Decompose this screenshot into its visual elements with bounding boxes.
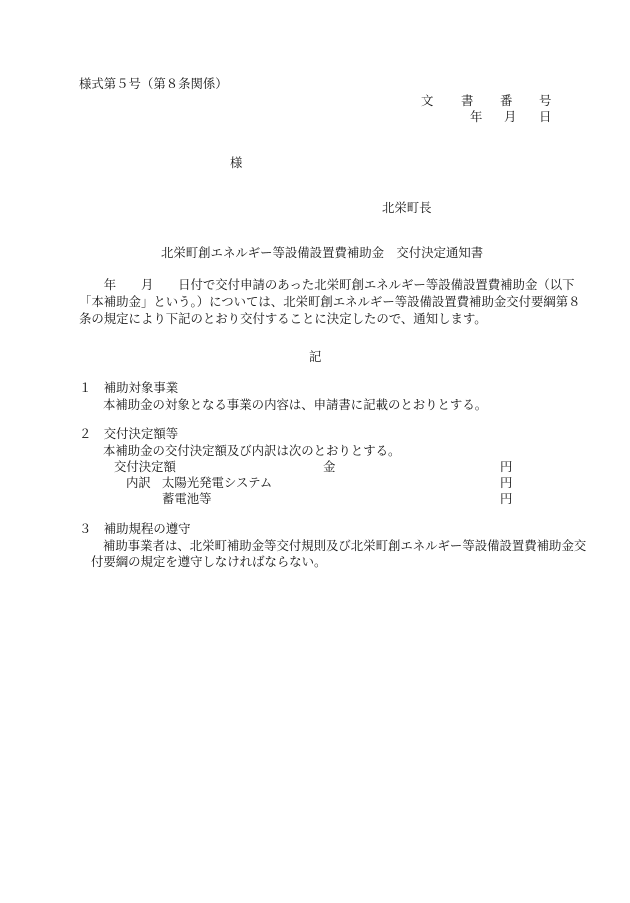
section-3-text-line2: 付要綱の規定を遵守しなければならない。 — [91, 554, 327, 569]
doc-number-char: 書 — [461, 93, 474, 108]
section-3-heading: ３ 補助規程の遵守 — [79, 521, 191, 536]
doc-number-char: 番 — [500, 93, 513, 108]
document-number-label — [0, 95, 630, 109]
amount-decision-label: 交付決定額 — [114, 459, 176, 474]
breakdown-item-solar: 太陽光発電システム — [162, 475, 273, 490]
section-2-text: 本補助金の交付決定額及び内訳は次のとおりとする。 — [103, 443, 401, 458]
intro-line: 「本補助金」という。）については、北栄町創エネルギー等設備設置費補助金交付要綱第８ — [79, 294, 581, 309]
doc-number-char: 文 — [421, 93, 434, 108]
date-month: 月 — [504, 109, 517, 124]
date-line — [0, 111, 630, 125]
section-2-heading: ２ 交付決定額等 — [79, 426, 179, 441]
ki-label: 記 — [309, 349, 322, 364]
date-day: 日 — [539, 109, 552, 124]
form-label: 様式第５号（第８条関係） — [79, 76, 228, 91]
sender-name: 北栄町長 — [382, 200, 432, 215]
amount-yen-unit: 円 — [500, 459, 513, 474]
recipient-suffix: 様 — [230, 155, 243, 170]
document-title: 北栄町創エネルギー等設備設置費補助金 交付決定通知書 — [161, 245, 484, 260]
amount-kin-label: 金 — [323, 459, 336, 474]
breakdown-yen-unit: 円 — [500, 475, 513, 490]
breakdown-item-battery: 蓄電池等 — [162, 491, 212, 506]
section-1-heading: １ 補助対象事業 — [79, 380, 179, 395]
intro-paragraph — [79, 276, 581, 327]
doc-number-char: 号 — [539, 93, 552, 108]
section-3-text-line1: 補助事業者は、北栄町補助金等交付規則及び北栄町創エネルギー等設備設置費補助金交 — [103, 538, 587, 553]
breakdown-label: 内訳 — [126, 475, 151, 490]
intro-line: 条の規定により下記のとおり交付することに決定したので、通知します。 — [79, 311, 487, 326]
intro-line: 年 月 日付で交付申請のあった北栄町創エネルギー等設備設置費補助金（以下 — [79, 277, 575, 292]
breakdown-yen-unit: 円 — [500, 491, 513, 506]
date-year: 年 — [470, 109, 483, 124]
section-1-text: 本補助金の対象となる事業の内容は、申請書に記載のとおりとする。 — [103, 397, 488, 412]
